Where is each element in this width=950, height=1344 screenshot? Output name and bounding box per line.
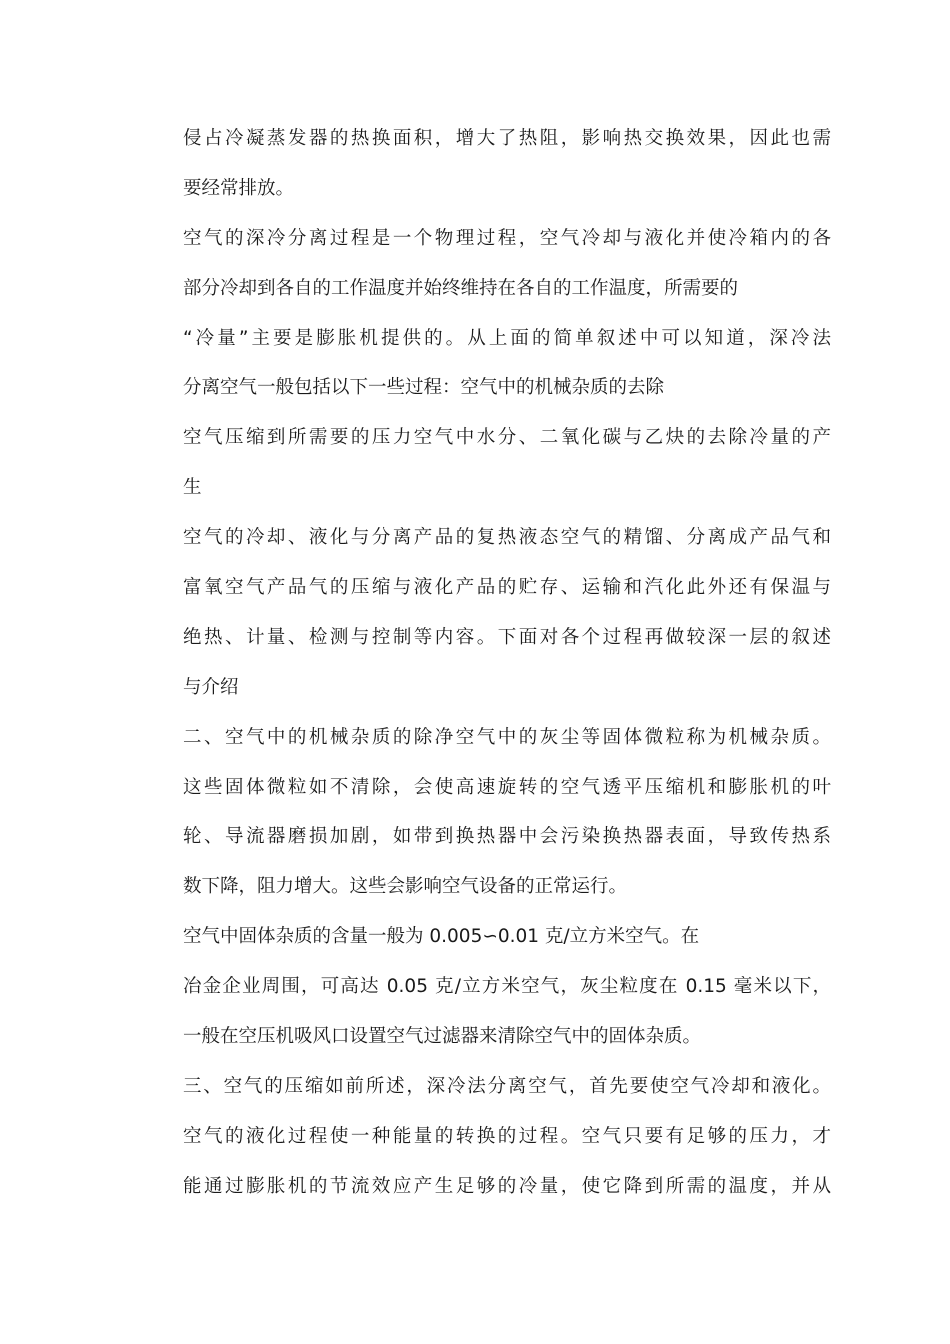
text-line-19: 一般在空压机吸风口设置空气过滤器来清除空气中的固体杂质。 [183, 1026, 702, 1048]
text-line-4: 部分冷却到各自的工作温度并始终维持在各自的工作温度，所需要的 [183, 277, 739, 299]
text-line-7: 空气压缩到所需要的压力空气中水分、二氧化碳与乙炔的去除冷量的产 [183, 427, 831, 449]
text-line-2: 要经常排放。 [183, 177, 295, 199]
text-line-5: “冷量”主要是膨胀机提供的。从上面的简单叙述中可以知道，深冷法 [183, 327, 831, 349]
text-line-10: 富氧空气产品气的压缩与液化产品的贮存、运输和汽化此外还有保温与 [183, 577, 831, 599]
text-line-9: 空气的冷却、液化与分离产品的复热液态空气的精馏、分离成产品气和 [183, 527, 831, 549]
text-line-1: 侵占冷凝蒸发器的热换面积，增大了热阻，影响热交换效果，因此也需 [183, 128, 831, 149]
text-line-15: 轮、导流器磨损加剧，如带到换热器中会污染换热器表面，导致传热系 [183, 826, 831, 848]
text-line-13: 二、空气中的机械杂质的除净空气中的灰尘等固体微粒称为机械杂质。 [183, 726, 831, 748]
text-line-8: 生 [183, 477, 202, 499]
text-line-17: 空气中固体杂质的含量一般为 0.005∽0.01 克/立方米空气。在 [183, 926, 700, 948]
text-line-22: 能通过膨胀机的节流效应产生足够的冷量，使它降到所需的温度，并从 [183, 1175, 831, 1197]
text-line-12: 与介绍 [183, 676, 239, 698]
text-line-18: 冶金企业周围，可高达 0.05 克/立方米空气，灰尘粒度在 0.15 毫米以下， [183, 976, 831, 998]
text-line-20: 三、空气的压缩如前所述，深冷法分离空气，首先要使空气冷却和液化。 [183, 1075, 831, 1097]
text-line-3: 空气的深冷分离过程是一个物理过程，空气冷却与液化并使冷箱内的各 [183, 227, 831, 249]
text-line-21: 空气的液化过程使一种能量的转换的过程。空气只要有足够的压力，才 [183, 1125, 831, 1147]
text-line-16: 数下降，阻力增大。这些会影响空气设备的正常运行。 [183, 876, 628, 898]
text-line-6: 分离空气一般包括以下一些过程：空气中的机械杂质的去除 [183, 377, 665, 399]
text-line-11: 绝热、计量、检测与控制等内容。下面对各个过程再做较深一层的叙述 [183, 626, 831, 648]
text-line-14: 这些固体微粒如不清除，会使高速旋转的空气透平压缩机和膨胀机的叶 [183, 776, 831, 798]
document-body [183, 114, 831, 1212]
